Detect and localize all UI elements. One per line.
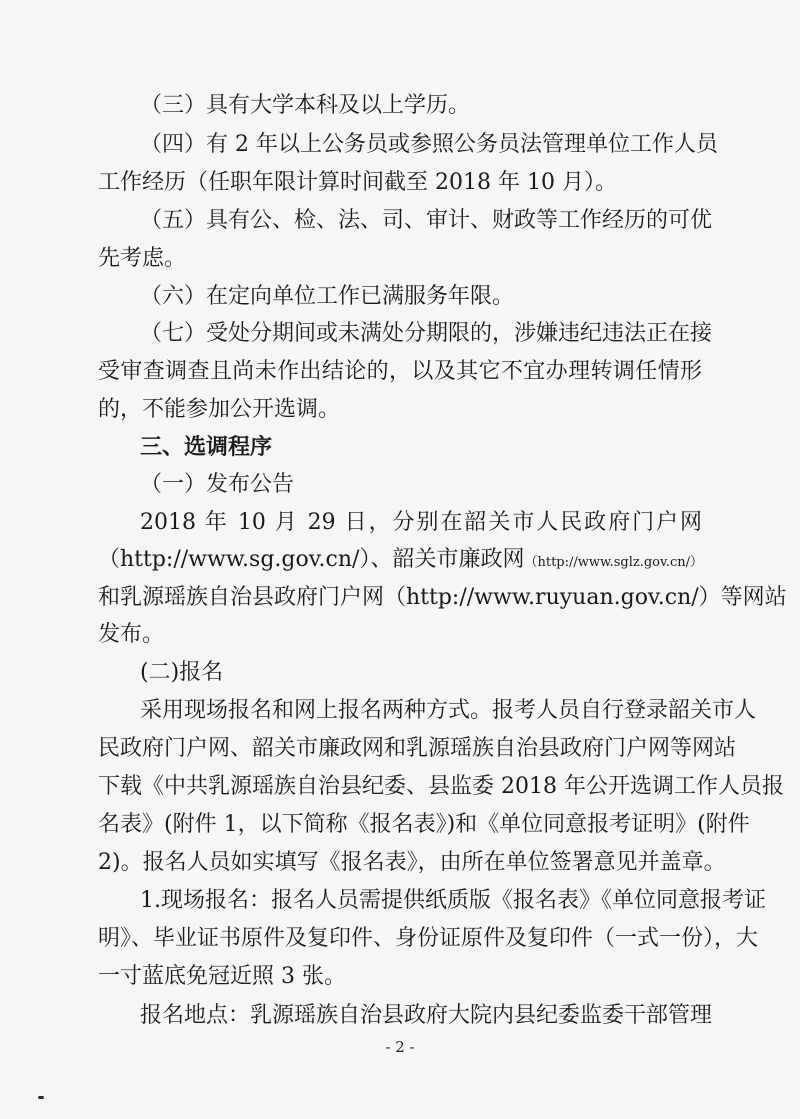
registration-line-1: 采用现场报名和网上报名两种方式。报考人员自行登录韶关市人 — [140, 698, 757, 723]
registration-line-2: 民政府门户网、韶关市廉政网和乳源瑶族自治县政府门户网等网站 — [98, 736, 737, 761]
registration-location-line-1: 报名地点：乳源瑶族自治县政府大院内县纪委监委干部管理 — [140, 1003, 713, 1028]
subsection-2-heading: (二)报名 — [140, 660, 224, 685]
onsite-registration-line-2: 明》、毕业证书原件及复印件、身份证原件及复印件（一式一份），大 — [98, 926, 759, 951]
subsection-1-heading: （一）发布公告 — [140, 472, 295, 497]
announcement-line-4: 发布。 — [98, 622, 165, 647]
announcement-line-2 — [98, 545, 702, 578]
item-6: （六）在定向单位工作已满服务年限。 — [140, 284, 515, 309]
item-4-line-2: 工作经历（任职年限计算时间截至 2018 年 10 月）。 — [98, 170, 617, 195]
registration-line-5: 2)。报名人员如实填写《报名表》，由所在单位签署意见并盖章。 — [98, 850, 726, 875]
onsite-registration-line-3: 一寸蓝底免冠近照 3 张。 — [98, 964, 346, 989]
gov-portal-url: （http://www.sg.gov.cn/）、韶关市廉政网 — [98, 547, 525, 572]
onsite-registration-line-1: 1.现场报名：报名人员需提供纸质版《报名表》《单位同意报考证 — [140, 888, 766, 913]
item-3: （三）具有大学本科及以上学历。 — [140, 93, 471, 118]
scan-speck — [38, 1096, 44, 1099]
lianzheng-url: （http://www.sglz.gov.cn/） — [524, 555, 703, 570]
item-7-line-1: （七）受处分期间或未满处分期限的，涉嫌违纪违法正在接 — [140, 321, 713, 346]
registration-line-3: 下载《中共乳源瑶族自治县纪委、县监委 2018 年公开选调工作人员报 — [98, 774, 784, 799]
item-5-line-2: 先考虑。 — [98, 246, 187, 271]
section-3-heading: 三、选调程序 — [140, 435, 273, 460]
registration-line-4: 名表》(附件 1，以下简称《报名表》)和《单位同意报考证明》(附件 — [98, 812, 750, 837]
item-7-line-3: 的，不能参加公开选调。 — [98, 397, 341, 422]
page-number: - 2 - — [385, 1038, 415, 1056]
item-5-line-1: （五）具有公、检、法、司、审计、财政等工作经历的可优 — [140, 208, 713, 233]
announcement-line-1: 2018 年 10 月 29 日，分别在韶关市人民政府门户网 — [140, 510, 702, 535]
announcement-line-3: 和乳源瑶族自治县政府门户网（http://www.ruyuan.gov.cn/）等网站 — [98, 585, 787, 610]
item-7-line-2: 受审查调查且尚未作出结论的，以及其它不宜办理转调任情形 — [98, 359, 702, 384]
item-4-line-1: （四）有 2 年以上公务员或参照公务员法管理单位工作人员 — [140, 132, 718, 157]
